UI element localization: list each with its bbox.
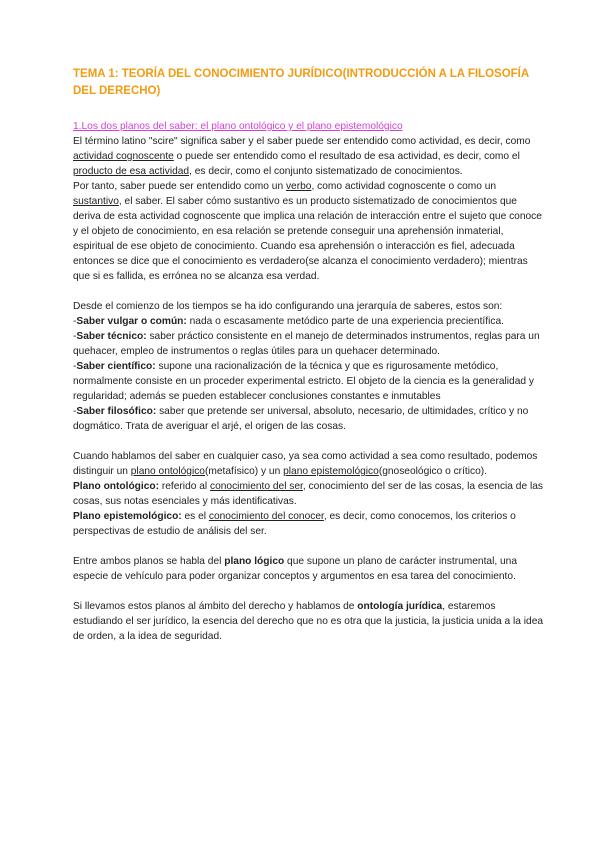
list-item-saber-cientifico: -Saber científico: supone una racionalización de la técnica y que es rigurosamente metódico, normalmente consiste en un proceder experimental estricto. El objeto de la ciencia es la generalidad y regularidad; además se pueden establecer conclusiones constantes e inmutables [73, 361, 534, 402]
list-item-label: Saber filosófico: [76, 406, 157, 417]
list-item-text: saber práctico consistente en el manejo de determinados instrumentos, reglas para un quehacer, empleo de instrumentos o reglas útiles para un quehacer determinado. [73, 331, 540, 357]
list-item-saber-filosofico: -Saber filosófico: saber que pretende ser universal, absoluto, necesario, de ultimidades, crítico y no dogmático. Trata de averiguar el arjé, el origen de las cosas. [73, 406, 529, 432]
spacer [73, 434, 545, 449]
text-run: referido al [159, 481, 210, 492]
spacer [73, 539, 545, 554]
underlined-term: plano ontológico [130, 466, 205, 477]
list-item-label: Saber científico: [76, 361, 156, 372]
list-item-saber-vulgar: -Saber vulgar o común: nada o escasamente metódico parte de una experiencia precientífica. [73, 316, 504, 327]
spacer [73, 284, 545, 299]
text-run: (gnoseológico o crítico). [378, 466, 487, 477]
text-run: (metafísico) y un [204, 466, 284, 477]
underlined-term: plano epistemológico [283, 466, 379, 477]
text-run: o puede ser entendido como el resultado de esa actividad, es decir, como el [173, 151, 520, 162]
section-heading: 1.Los dos planos del saber: el plano ontológico y el plano epistemológico [73, 121, 403, 132]
list-item-label: Saber vulgar o común: [76, 316, 187, 327]
spacer [73, 584, 545, 599]
list-item-label: Saber técnico: [76, 331, 147, 342]
text-run: es el [181, 511, 209, 522]
underlined-term: conocimiento del ser [210, 481, 303, 492]
text-run: Entre ambos planos se habla del [73, 556, 225, 567]
text-run: que supone un plano de carácter instrumental, una especie de vehículo para poder organizar conceptos y argumentos en esa tarea del conocimiento. [73, 556, 517, 582]
text-run: Cuando hablamos del saber en cualquier caso, ya sea como actividad a sea como resultado, podemos distinguir un [73, 451, 538, 477]
underlined-term: producto de esa actividad [73, 166, 190, 177]
text-run: , como actividad cognoscente o como un [311, 181, 497, 192]
text-run: Por tanto, saber puede ser entendido como un [73, 181, 286, 192]
underlined-term: sustantivo [73, 196, 119, 207]
text-run: El término latino "scire" significa saber y el saber puede ser entendido como actividad, es decir, como [73, 136, 531, 147]
text-run: Si llevamos estos planos al ámbito del derecho y hablamos de [73, 601, 358, 612]
paragraph-ontologia-juridica [73, 599, 545, 644]
text-run: , conocimiento del ser de las cosas, la esencia de las cosas, sus notas esenciales y más identificativas. [73, 481, 543, 507]
list-item-saber-tecnico: -Saber técnico: saber práctico consistente en el manejo de determinados instrumentos, reglas para un quehacer, empleo de instrumentos o reglas útiles para un quehacer determinado. [73, 331, 540, 357]
text-run: , es decir, como conocemos, los criterios o perspectivas de estudio de análisis del ser. [73, 511, 516, 537]
paragraph-jerarquia: Desde el comienzo de los tiempos se ha ido configurando una jerarquía de saberes, estos son: [73, 301, 503, 312]
document-title: TEMA 1: TEORÍA DEL CONOCIMIENTO JURÍDICO(INTRODUCCIÓN A LA FILOSOFÍA DEL DERECHO) [73, 68, 529, 97]
underlined-term: actividad cognoscente [73, 151, 174, 162]
paragraph-planos [73, 449, 545, 479]
underlined-term: verbo [285, 181, 312, 192]
text-run: , es decir, como el conjunto sistematizado de conocimientos. [189, 166, 463, 177]
paragraph-plano-epistemologico [73, 509, 545, 539]
paragraph-plano-ontologico [73, 479, 545, 509]
paragraph-scire [73, 134, 545, 179]
document-page [73, 66, 545, 644]
bold-term: ontología jurídica [357, 601, 443, 612]
term-label: Plano epistemológico: [73, 511, 182, 522]
list-item-text: supone una racionalización de la técnica y que es rigurosamente metódico, normalmente consiste en un proceder experimental estricto. El objeto de la ciencia es la generalidad y regularidad; además se pueden establecer conclusiones constantes e inmutables [73, 361, 534, 402]
underlined-term: conocimiento del conocer [208, 511, 324, 522]
text-run: , estaremos estudiando el ser jurídico, la esencia del derecho que no es otra que la justicia, la justicia unida a la idea de orden, a la idea de seguridad. [73, 601, 544, 642]
term-label: Plano ontológico: [73, 481, 160, 492]
bold-term: plano lógico [224, 556, 285, 567]
list-item-text: saber que pretende ser universal, absoluto, necesario, de ultimidades, crítico y no dogmático. Trata de averiguar el arjé, el origen de las cosas. [73, 406, 529, 432]
list-item-text: nada o escasamente metódico parte de una experiencia precientífica. [186, 316, 504, 327]
paragraph-plano-logico [73, 554, 545, 584]
paragraph-saber-verbo [73, 179, 545, 284]
text-run: , el saber. El saber cómo sustantivo es un producto sistematizado de conocimientos que deriva de esta actividad cognoscente que implica una relación de interacción entre el sujeto que conoce y el objeto de conocimiento, en esa relación se pretende conseguir una aprehensión inmaterial, espiritual de ese objeto de conocimiento. Cuando esa aprehensión o interacción es fiel, adecuada entonces se dice que el conocimiento es verdadero(se alcanza el conocimiento verdadero); mientras que si es fallida, es errónea no se alcanza esa verdad. [73, 196, 542, 282]
